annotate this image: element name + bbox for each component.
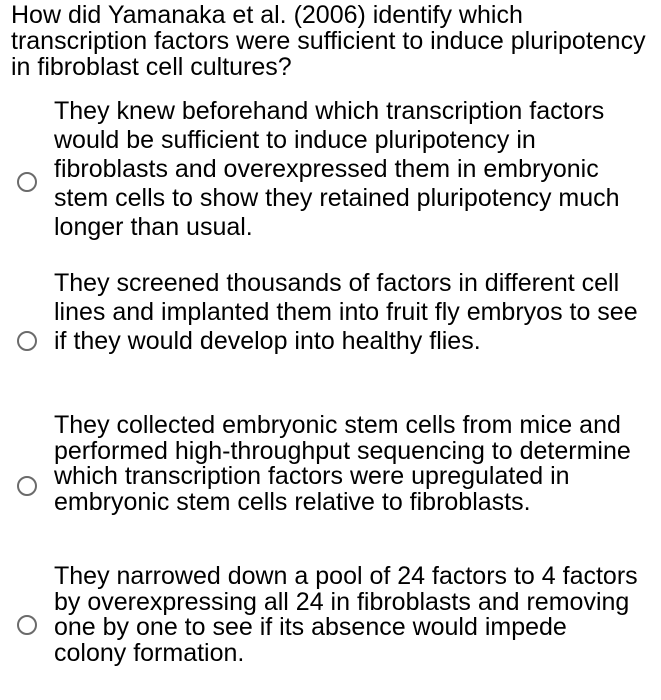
option-2-text: They screened thousands of factors in different cell lines and implanted them into fruit fly embryos to see if they would develop into healthy flies. — [54, 269, 638, 355]
option-1-text: They knew beforehand which transcription factors would be sufficient to induce pluripotency in fibroblasts and overexpressed them in embryonic stem cells to show they retained pluripotency much longer than usual. — [54, 97, 620, 241]
option-4-text: They narrowed down a pool of 24 factors to 4 factors by overexpressing all 24 in fibroblasts and removing one by one to see if its absence would impede colony formation. — [54, 562, 638, 667]
radio-button-option-4[interactable] — [17, 615, 37, 635]
radio-button-option-1[interactable] — [17, 172, 37, 192]
option-3-text: They collected embryonic stem cells from mice and performed high-throughput sequencing to determine which transcription factors were upregulated in embryonic stem cells relative to fibroblasts. — [54, 411, 631, 516]
radio-button-option-3[interactable] — [17, 476, 37, 496]
radio-button-option-2[interactable] — [17, 331, 37, 351]
question-text: How did Yamanaka et al. (2006) identify which transcription factors were sufficient to induce pluripotency in fibroblast cell cultures? — [11, 1, 646, 81]
